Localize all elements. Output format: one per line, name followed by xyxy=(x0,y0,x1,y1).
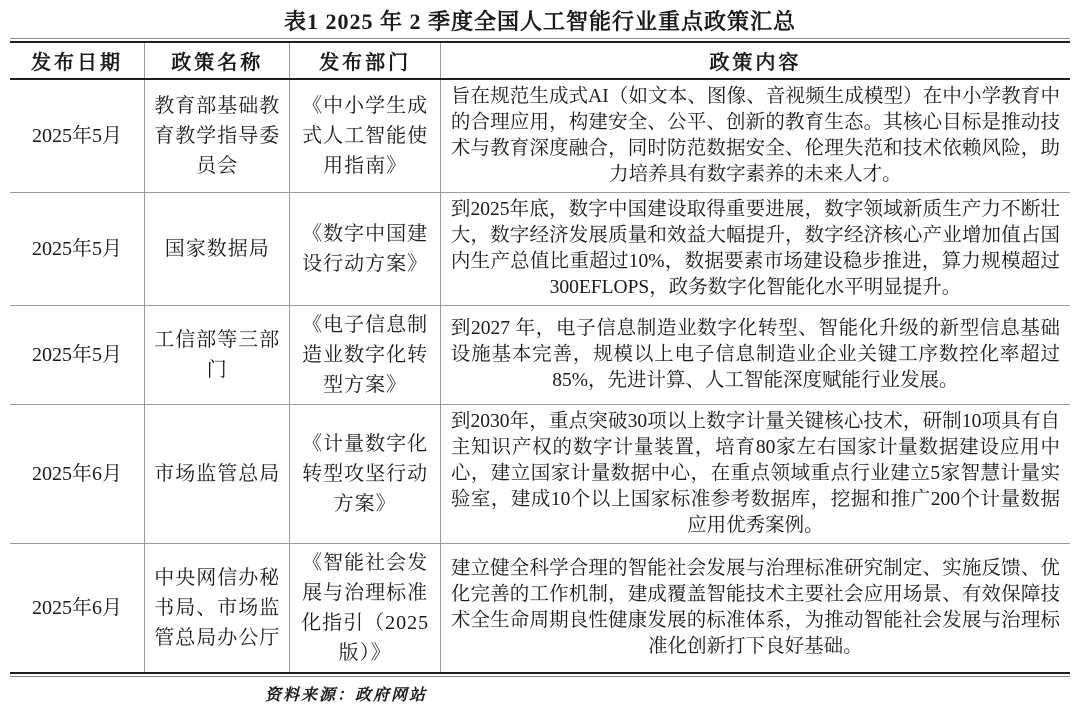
policy-cell: 《数字中国建设行动方案》 xyxy=(290,193,441,306)
content-cell: 到2025年底，数字中国建设取得重要进展，数字领域新质生产力不断壮大，数字经济发展质量和效益大幅提升，数字经济核心产业增加值占国内生产总值比重超过10%，数据要素市场建设稳步推进，算力规模超过300EFLOPS，政务数字化智能化水平明显提升。 xyxy=(440,193,1070,306)
source-note: 资料来源：政府网站 xyxy=(265,687,428,704)
table-row xyxy=(10,544,1070,674)
policy-cell: 《电子信息制造业数字化转型方案》 xyxy=(290,306,441,405)
header-policy-name: 政策名称 xyxy=(145,42,290,79)
header-policy-content: 政策内容 xyxy=(440,42,1070,79)
date-cell: 2025年6月 xyxy=(10,544,145,674)
content-cell: 建立健全科学合理的智能社会发展与治理标准研究制定、实施反馈、优化完善的工作机制，建成覆盖智能技术主要社会应用场景、有效保障技术全生命周期良性健康发展的标准体系，为推动智能社会发展与治理标准化创新打下良好基础。 xyxy=(440,544,1070,674)
org-cell: 教育部基础教育教学指导委员会 xyxy=(145,79,290,193)
org-cell: 工信部等三部门 xyxy=(145,306,290,405)
policy-cell: 《智能社会发展与治理标准化指引（2025版）》 xyxy=(290,544,441,674)
policy-table xyxy=(10,41,1070,674)
date-cell: 2025年6月 xyxy=(10,405,145,544)
content-cell: 到2027 年，电子信息制造业数字化转型、智能化升级的新型信息基础设施基本完善，规模以上电子信息制造业企业关键工序数控化率超过85%，先进计算、人工智能深度赋能行业发展。 xyxy=(440,306,1070,405)
table-row xyxy=(10,405,1070,544)
content-cell: 旨在规范生成式AI（如文本、图像、音视频生成模型）在中小学教育中的合理应用，构建安全、公平、创新的教育生态。其核心目标是推动技术与教育深度融合，同时防范数据安全、伦理失范和技术依赖风险，助力培养具有数字素养的未来人才。 xyxy=(440,79,1070,193)
table-row xyxy=(10,79,1070,193)
table-header-row xyxy=(10,42,1070,79)
date-cell: 2025年5月 xyxy=(10,193,145,306)
header-publish-date: 发布日期 xyxy=(10,42,145,79)
header-publish-dept: 发布部门 xyxy=(290,42,441,79)
table-row xyxy=(10,306,1070,405)
date-cell: 2025年5月 xyxy=(32,125,123,147)
policy-cell: 《计量数字化转型攻坚行动方案》 xyxy=(290,405,441,544)
table-row xyxy=(10,193,1070,306)
policy-cell: 《中小学生成式人工智能使用指南》 xyxy=(290,79,441,193)
page-title: 表1 2025 年 2 季度全国人工智能行业重点政策汇总 xyxy=(283,9,796,34)
org-cell: 中央网信办秘书局、市场监管总局办公厅 xyxy=(145,544,290,674)
org-cell: 市场监管总局 xyxy=(145,405,290,544)
policy-table-container xyxy=(10,38,1070,677)
table-body xyxy=(10,79,1070,673)
date-cell: 2025年5月 xyxy=(10,306,145,405)
org-cell: 国家数据局 xyxy=(145,193,290,306)
content-cell: 到2030年，重点突破30项以上数字计量关键核心技术，研制10项具有自主知识产权的数字计量装置，培育80家左右国家计量数据建设应用中心，建立国家计量数据中心，在重点领域重点行业建立5家智慧计量实验室，建成10个以上国家标准参考数据库，挖掘和推广200个计量数据应用优秀案例。 xyxy=(440,405,1070,544)
